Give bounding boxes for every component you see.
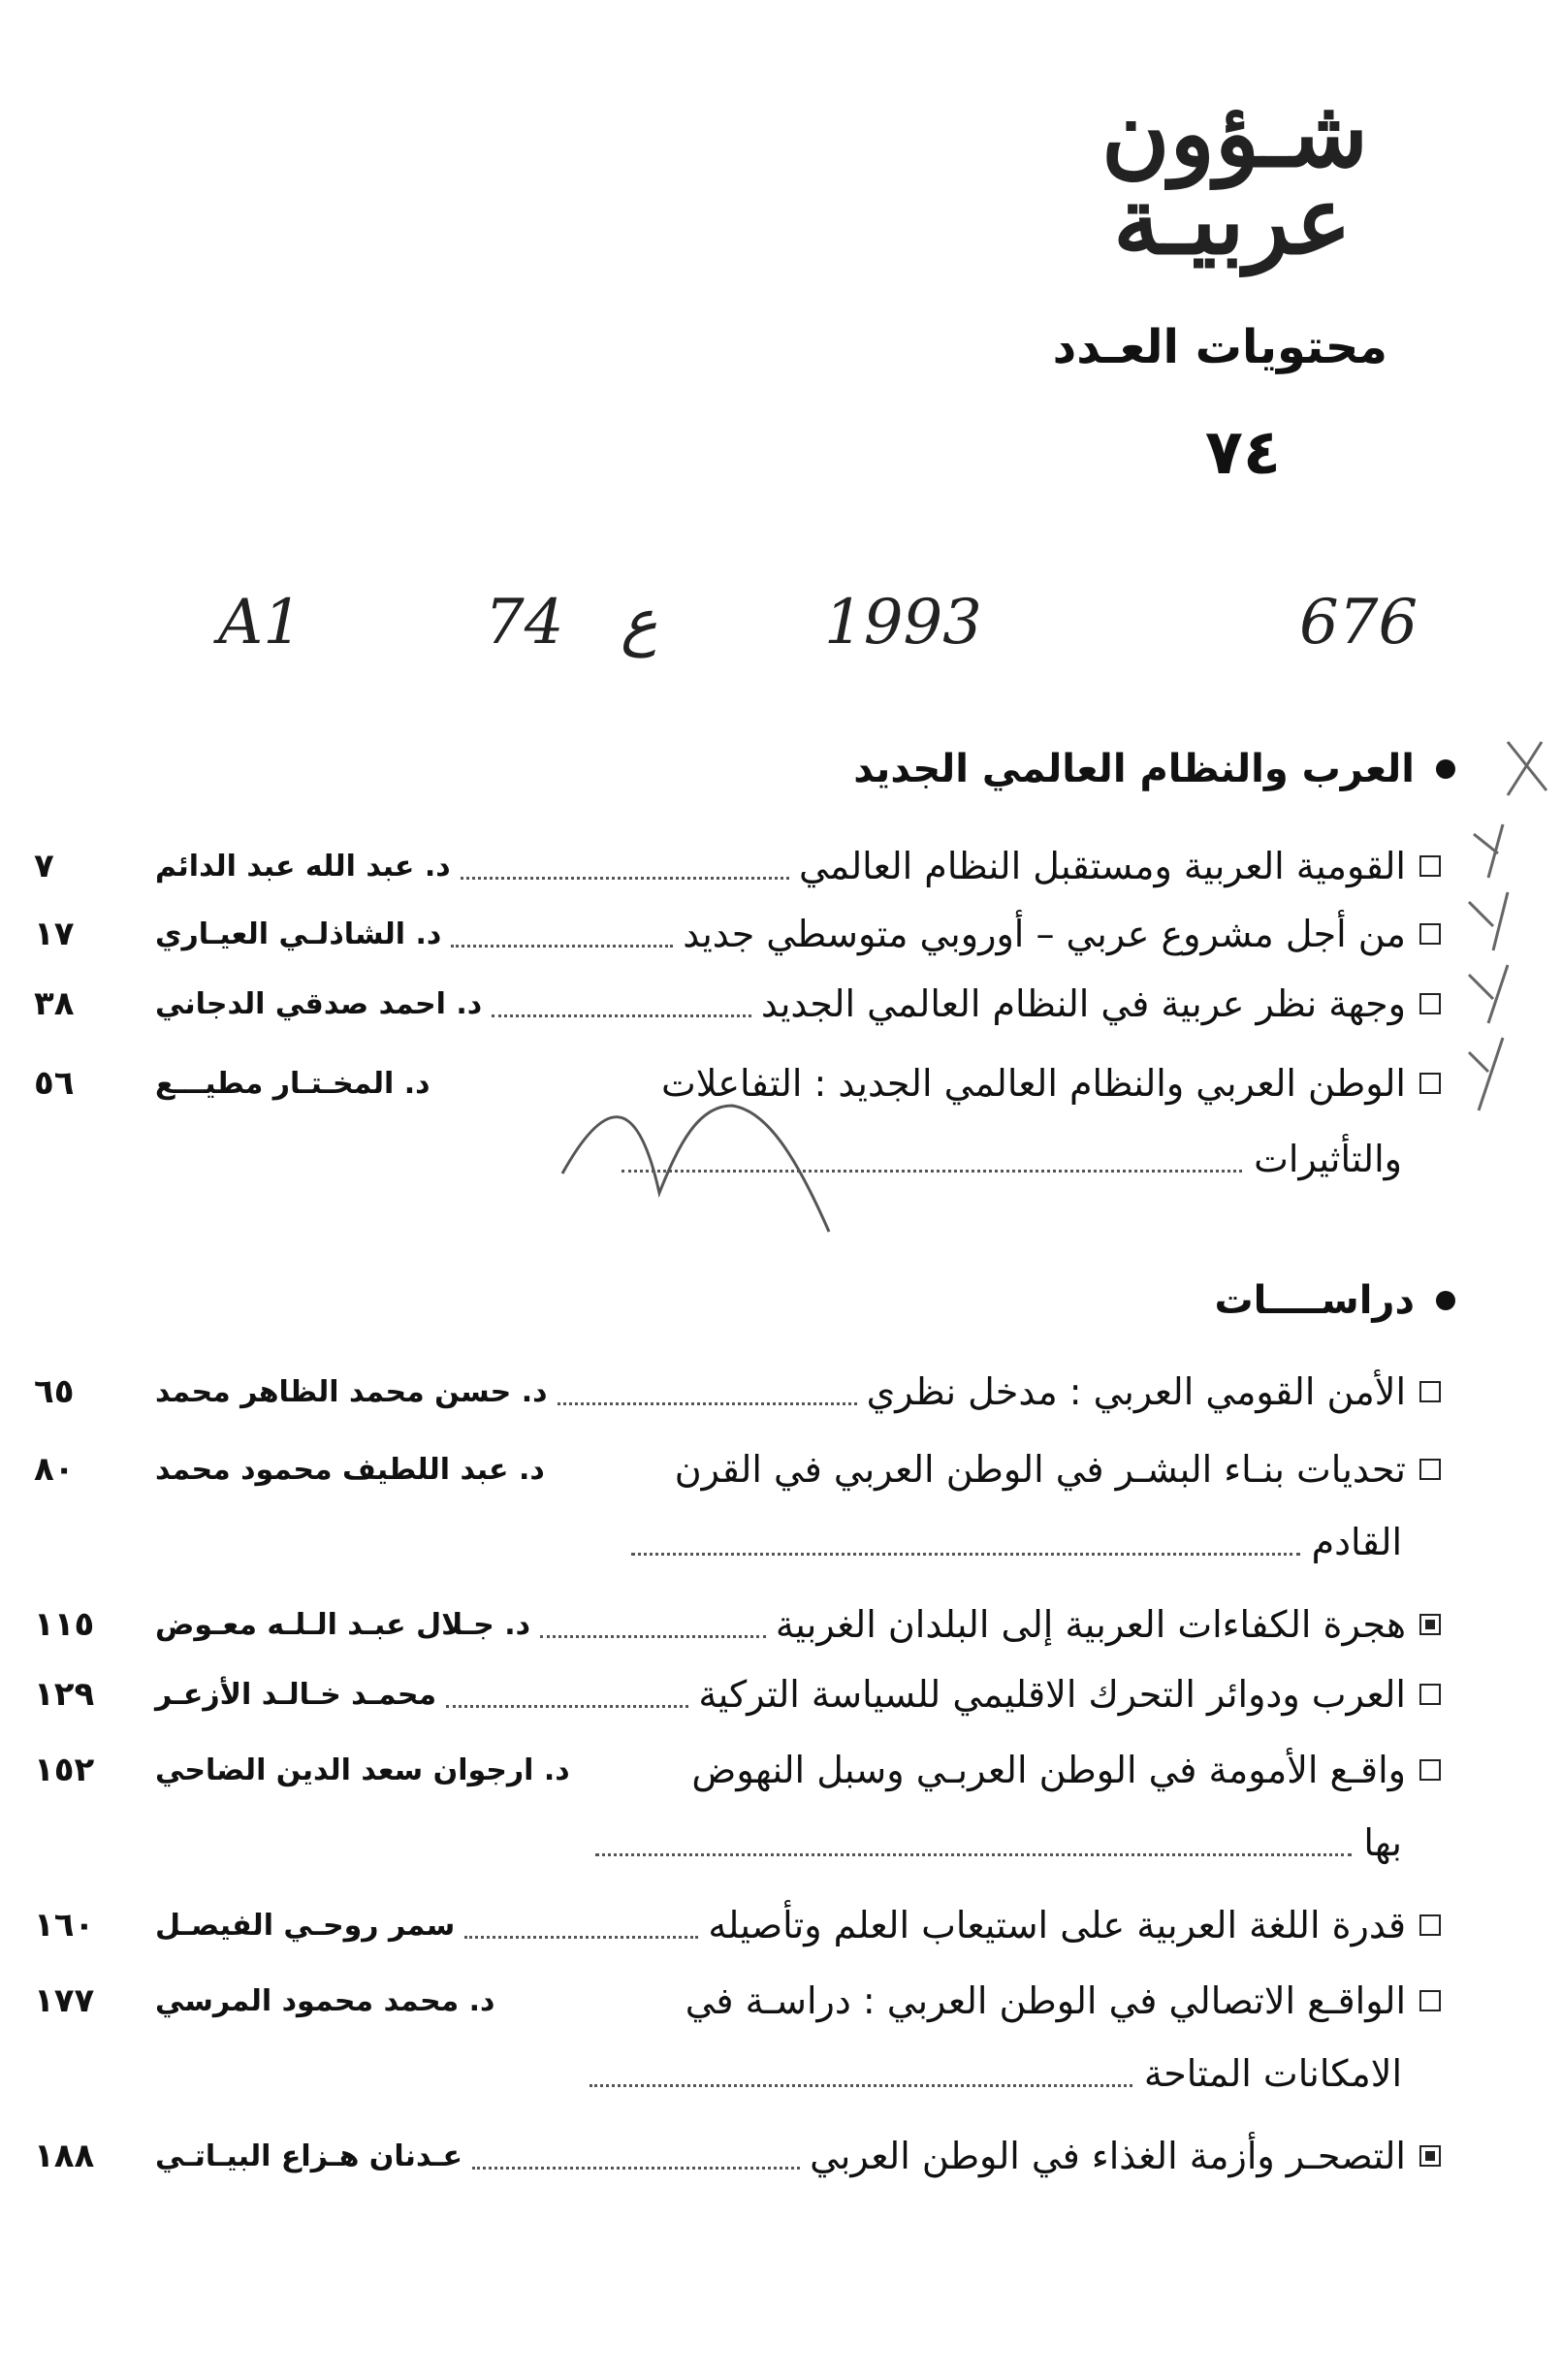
handwritten-code: A1	[218, 587, 303, 659]
section-title-2	[1214, 1278, 1455, 1323]
bullet-icon	[1436, 1291, 1455, 1310]
handwritten-ref: 676	[1299, 587, 1419, 659]
checkbox-icon	[1419, 1914, 1441, 1936]
toc-author: د. محمد محمود المرسي	[155, 1983, 495, 2018]
toc-title: من أجل مشروع عربي – أوروبي متوسطي جديد	[683, 913, 1406, 955]
dot-leader	[590, 2061, 1132, 2087]
checkbox-icon	[1419, 1459, 1441, 1480]
toc-page: ٧	[34, 847, 54, 885]
toc-row[interactable]	[34, 900, 1441, 968]
contents-title: محتويات العـدد	[1052, 320, 1387, 374]
dot-leader	[558, 1379, 857, 1405]
toc-title: التصحـر وأزمة الغذاء في الوطن العربي	[810, 2135, 1406, 2177]
cross-mark-icon	[1469, 1038, 1503, 1110]
toc-title-cont: الامكانات المتاحة	[1143, 2052, 1402, 2095]
checkbox-icon	[1419, 855, 1441, 877]
toc-author: سمر روحـي الفيصـل	[155, 1908, 456, 1943]
toc-author: عـدنان هـزاع البيـاتـي	[155, 2139, 463, 2173]
handwritten-signature-icon	[553, 1067, 844, 1241]
toc-title-continuation	[590, 2044, 1402, 2103]
issue-number: ٧٤	[1204, 417, 1281, 489]
checkbox-icon	[1419, 1381, 1441, 1402]
checkbox-icon	[1419, 993, 1441, 1014]
toc-title: الأمن القومي العربي : مدخل نظري	[866, 1370, 1406, 1413]
handwritten-letter: ع	[621, 587, 658, 659]
dot-leader	[472, 2143, 800, 2170]
checkbox-icon	[1419, 2145, 1441, 2167]
magazine-logo	[1101, 79, 1369, 291]
toc-title-cont: القادم	[1311, 1521, 1402, 1563]
toc-title: الواقـع الاتصالي في الوطن العربي : دراسـة في	[685, 1979, 1406, 2022]
cross-mark-icon	[1474, 824, 1503, 878]
checkbox-icon	[1419, 1684, 1441, 1705]
toc-title: تحديات بنـاء البشـر في الوطن العربي في القرن	[674, 1448, 1406, 1491]
toc-title-continuation	[595, 1814, 1402, 1872]
toc-row[interactable]	[34, 1660, 1441, 1728]
dot-leader	[451, 921, 673, 948]
toc-author: د. عبد اللطيف محمود محمد	[155, 1452, 545, 1487]
toc-page: ١٧٧	[34, 1981, 95, 2020]
toc-page: ٣٨	[34, 984, 75, 1023]
toc-title-cont: بها	[1363, 1821, 1402, 1864]
toc-row[interactable]	[34, 970, 1441, 1038]
toc-row[interactable]	[34, 1591, 1441, 1658]
cross-mark-icon	[1469, 965, 1508, 1023]
handwritten-issue: 74	[485, 587, 564, 659]
cross-mark-icon	[1469, 892, 1508, 950]
dot-leader	[446, 1682, 688, 1708]
section-title-1	[853, 747, 1455, 791]
toc-title: العرب ودوائر التحرك الاقليمي للسياسة التركية	[698, 1673, 1406, 1716]
logo-line-2: عربيـة	[1113, 166, 1352, 275]
toc-page: ١١٥	[34, 1605, 95, 1644]
toc-page: ١٧	[34, 915, 75, 953]
dot-leader	[631, 1529, 1300, 1556]
toc-page: ٨٠	[34, 1450, 75, 1489]
toc-row[interactable]	[34, 1967, 1441, 2035]
toc-author: د. ارجوان سعد الدين الضاحي	[155, 1753, 570, 1787]
section-title-text: دراســــات	[1214, 1278, 1415, 1323]
margin-check-marks	[1450, 732, 1556, 1159]
toc-title: واقـع الأمومة في الوطن العربـي وسبل النهوض	[691, 1749, 1406, 1791]
toc-title: هجرة الكفاءات العربية إلى البلدان الغربية	[775, 1603, 1406, 1646]
toc-title-cont: والتأثيرات	[1254, 1138, 1402, 1180]
toc-page: ١٦٠	[34, 1906, 95, 1945]
dot-leader	[540, 1612, 766, 1638]
toc-title: القومية العربية ومستقبل النظام العالمي	[798, 845, 1406, 887]
toc-page: ٦٥	[34, 1372, 75, 1411]
toc-author: د. الشاذلـي العيـاري	[155, 917, 442, 951]
dot-leader	[464, 1913, 698, 1939]
checkbox-icon	[1419, 1073, 1441, 1094]
checkbox-icon	[1419, 923, 1441, 945]
toc-title: الوطن العربي والنظام العالمي الجديد : التفاعلات	[660, 1062, 1406, 1105]
toc-author: محمـد خـالـد الأزعـر	[155, 1677, 437, 1712]
toc-author: د. عبد الله عبد الدائم	[155, 849, 451, 884]
checkbox-icon	[1419, 1614, 1441, 1635]
toc-page: ١٨٨	[34, 2137, 95, 2175]
dot-leader	[595, 1830, 1352, 1856]
toc-author: د. المخـتـار مطيـــع	[155, 1066, 430, 1101]
toc-page: ٥٦	[34, 1064, 75, 1103]
dot-leader	[492, 991, 751, 1017]
toc-page: ١٥٢	[34, 1751, 95, 1789]
toc-author: د. حسن محمد الظاهر محمد	[155, 1374, 548, 1409]
dot-leader	[461, 853, 789, 880]
logo-line-1: شـؤون	[1101, 79, 1369, 188]
checkbox-icon	[1419, 1759, 1441, 1781]
toc-title: قدرة اللغة العربية على استيعاب العلم وتأصيله	[708, 1904, 1406, 1946]
toc-title-continuation	[631, 1513, 1402, 1571]
toc-author: د. احمد صدقي الدجاني	[155, 986, 483, 1021]
toc-author: د. جـلال عبـد الـلـه معـوض	[155, 1607, 530, 1642]
toc-title: وجهة نظر عربية في النظام العالمي الجديد	[760, 982, 1406, 1025]
toc-row[interactable]	[34, 1736, 1441, 1804]
handwritten-year: 1993	[824, 587, 982, 659]
cross-mark-icon	[1508, 742, 1546, 795]
section-title-text: العرب والنظام العالمي الجديد	[853, 747, 1415, 791]
toc-row[interactable]	[34, 1435, 1441, 1503]
checkbox-icon	[1419, 1990, 1441, 2011]
toc-row[interactable]	[34, 1891, 1441, 1959]
toc-row[interactable]	[34, 832, 1441, 900]
toc-row[interactable]	[34, 2122, 1441, 2190]
toc-row[interactable]	[34, 1358, 1441, 1426]
toc-page: ١٢٩	[34, 1675, 95, 1714]
